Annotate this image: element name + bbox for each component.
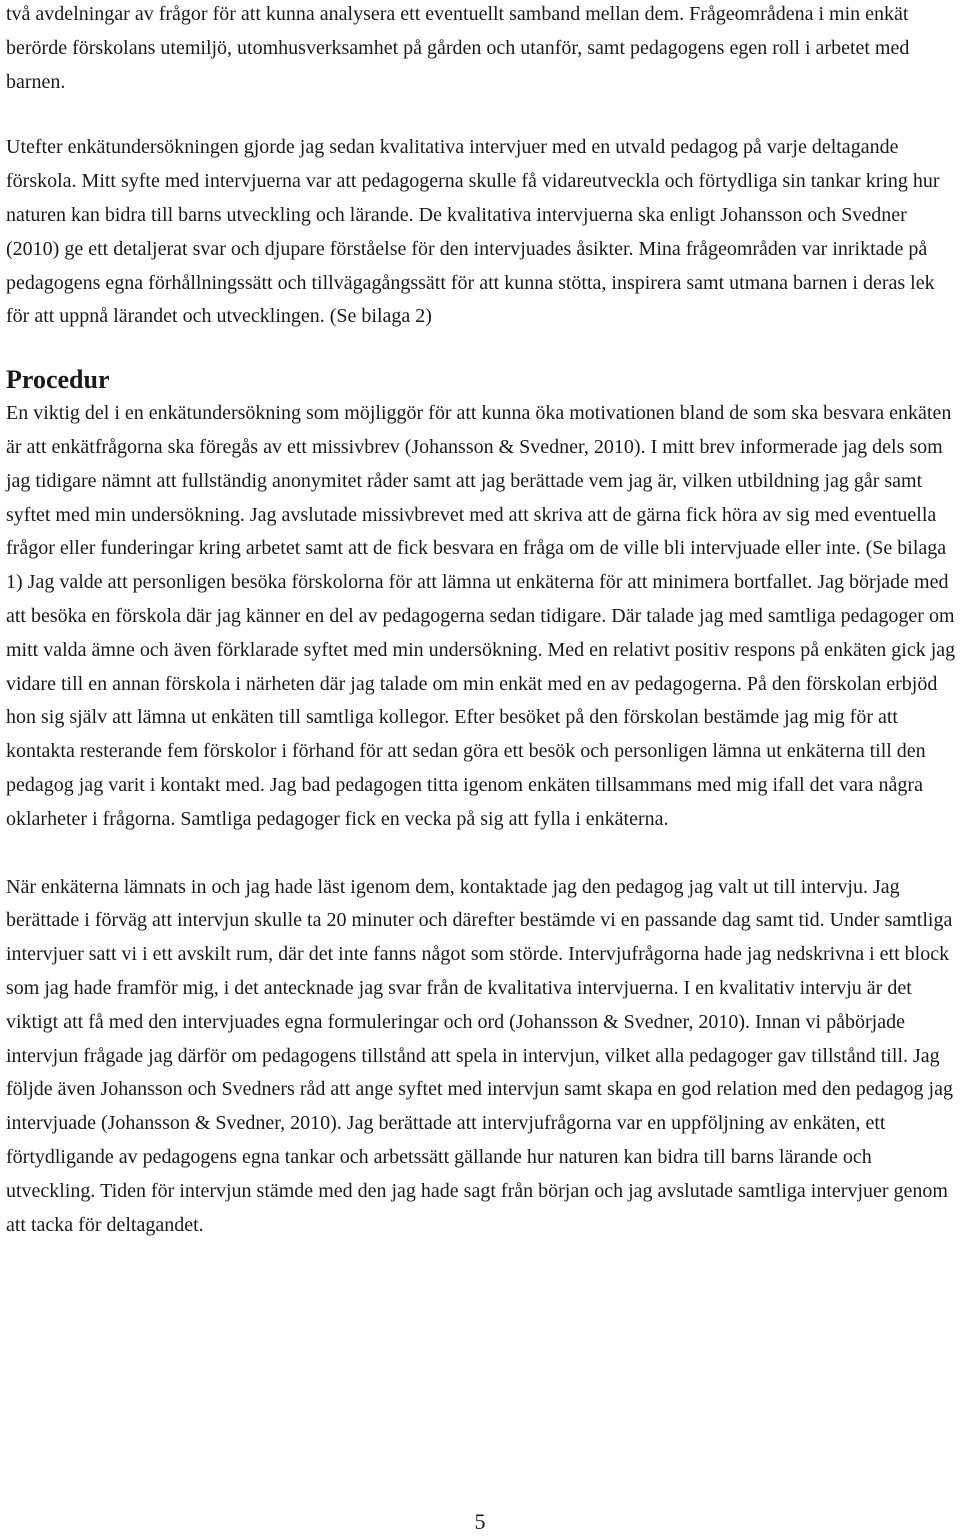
section-heading-procedur: Procedur (6, 365, 110, 395)
interview-method-paragraph: Utefter enkätundersökningen gjorde jag sedan kvalitativa intervjuer med en utvald pedagog på varje deltagande förskola. Mitt syfte med intervjuerna var att pedagogerna skulle få vidareutveckla och förtydliga sin tankar kring hur naturen kan bidra till barns utveckling och lärande. De kvalitativa intervjuerna ska enligt Johansson och Svedner (2010) ge ett detaljerat svar och djupare förståelse för den intervjuades åsikter. Mina frågeområden var inriktade på pedagogens egna förhållningssätt och tillvägagångssätt för att kunna stötta, inspirera samt utmana barnen i deras lek för att uppnå lärandet och utvecklingen. (Se bilaga 2) (6, 136, 940, 328)
procedure-paragraph: En viktig del i en enkätundersökning som möjliggör för att kunna öka motivationen bland de som ska besvara enkäten är att enkätfrågorna ska föregås av ett missivbrev (Johansson & Svedner, 2010). I mitt brev informerade jag dels som jag tidigare nämnt att fullständig anonymitet råder samt att jag berättade vem jag är, vilken utbildning jag går samt syftet med min undersökning. Jag avslutade missivbrevet med att skriva att de gärna fick höra av sig med eventuella frågor eller funderingar kring arbetet samt att de fick besvara en fråga om de ville bli intervjuade eller inte. (Se bilaga 1) Jag valde att personligen besöka förskolorna för att lämna ut enkäterna för att minimera bortfallet. Jag började med att besöka en förskola där jag känner en del av pedagogerna sedan tidigare. Där talade jag med samtliga pedagoger om mitt valda ämne och även förklarade syftet med min undersökning. Med en relativt positiv respons på enkäten gick jag vidare till en annan förskola i närheten där jag talade om min enkät med en av pedagogerna. På den förskolan erbjöd hon sig själv att lämna ut enkäten till samtliga kollegor. Efter besöket på den förskolan bestämde jag mig för att kontakta resterande fem förskolor i förhand för att sedan göra ett besök och personligen lämna ut enkäterna till den pedagog jag varit i kontakt med. Jag bad pedagogen titta igenom enkäten tillsammans med mig ifall det vara några oklarheter i frågorna. Samtliga pedagoger fick en vecka på sig att fylla i enkäterna. (6, 402, 956, 830)
document-page (6, 0, 956, 1242)
intro-paragraph: två avdelningar av frågor för att kunna analysera ett eventuellt samband mellan dem. Frågeområdena i min enkät berörde förskolans utemiljö, utomhusverksamhet på gården och utanför, samt pedagogens egen roll i arbetet med barnen. (6, 3, 910, 93)
page-number: 5 (474, 1509, 486, 1534)
interview-procedure-paragraph: När enkäterna lämnats in och jag hade läst igenom dem, kontaktade jag den pedagog jag valt ut till intervju. Jag berättade i förväg att intervjun skulle ta 20 minuter och därefter bestämde vi en passande dag samt tid. Under samtliga intervjuer satt vi i ett avskilt rum, där det inte fanns något som störde. Intervjufrågorna hade jag nedskrivna i ett block som jag hade framför mig, i det antecknade jag svar från de kvalitativa intervjuerna. I en kvalitativ intervju är det viktigt att få med den intervjuades egna formuleringar och ord (Johansson & Svedner, 2010). Innan vi påbörjade intervjun frågade jag därför om pedagogens tillstånd att spela in intervjun, vilket alla pedagoger gav tillstånd till. Jag följde även Johansson och Svedners råd att ange syftet med intervjun samt skapa en god relation med den pedagog jag intervjuade (Johansson & Svedner, 2010). Jag berättade att intervjufrågorna var en uppföljning av enkäten, ett förtydligande av pedagogens egna tankar och arbetssätt gällande hur naturen kan bidra till barns lärande och utveckling. Tiden för intervjun stämde med den jag hade sagt från början och jag avslutade samtliga intervjuer genom att tacka för deltagandet. (6, 875, 953, 1236)
